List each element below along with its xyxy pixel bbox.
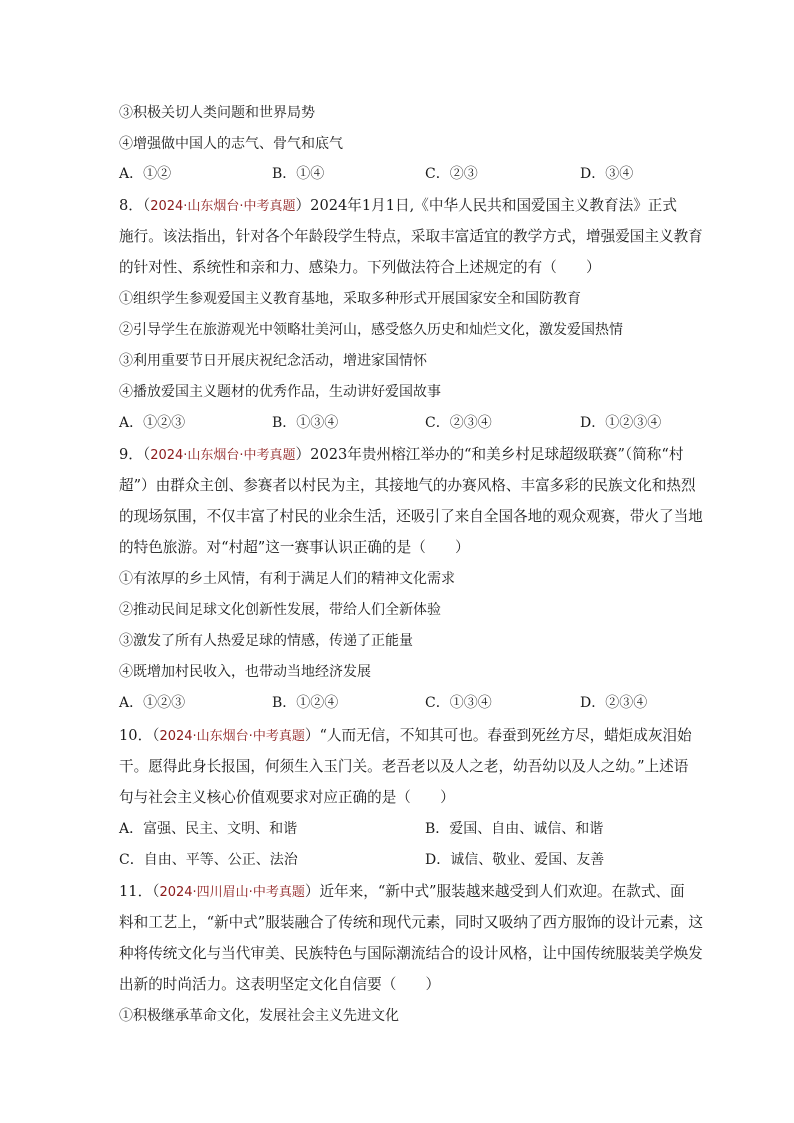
q10-number: 10．（ <box>119 727 160 744</box>
q9-option-d[interactable]: D．②③④ <box>580 695 648 711</box>
q8-stem-line-3: 的针对性、系统性和亲和力、感染力。下列做法符合上述规定的有（ ） <box>119 259 601 276</box>
q11-source-close: ） <box>304 883 320 900</box>
q8-option-d[interactable]: D．①②③④ <box>580 415 662 431</box>
q8-statement-3: ③利用重要节日开展庆祝纪念活动，增进家国情怀 <box>119 353 427 369</box>
q8-stem-text-1: 2024年1月1日,《中华人民共和国爱国主义教育法》正式 <box>310 197 677 214</box>
q8-statement-2: ②引导学生在旅游观光中领略壮美河山，感受悠久历史和灿烂文化，激发爱国热情 <box>119 322 623 338</box>
q10-stem-line-2: 干。愿得此身长报国，何须生入玉门关。老吾老以及人之老，幼吾幼以及人之幼。”上述语 <box>119 758 689 775</box>
q8-statement-4: ④播放爱国主义题材的优秀作品，生动讲好爱国故事 <box>119 384 441 400</box>
q11-source-tag: 2024·四川眉山·中考真题 <box>159 885 305 900</box>
q9-statement-2: ②推动民间足球文化创新性发展，带给人们全新体验 <box>119 602 441 618</box>
q11-stem-line-2: 料和工艺上，“新中式”服装融合了传统和现代元素，同时又吸纳了西方服饰的设计元素，这 <box>119 914 704 931</box>
q9-statement-3: ③激发了所有人热爱足球的情感，传递了正能量 <box>119 633 413 649</box>
q8-option-a[interactable]: A．①②③ <box>119 415 186 431</box>
q7-option-b[interactable]: B．①④ <box>272 166 325 182</box>
q11-stem-line-1 <box>119 882 685 903</box>
q9-statement-4: ④既增加村民收入，也带动当地经济发展 <box>119 664 371 680</box>
q8-number: 8．（ <box>119 197 151 214</box>
q10-source-close: ） <box>304 727 320 744</box>
q8-option-c[interactable]: C．②③④ <box>425 415 492 431</box>
q11-stem-line-4: 出新的时尚活力。这表明坚定文化自信要（ ） <box>119 976 441 993</box>
q9-option-a[interactable]: A．①②③ <box>119 695 186 711</box>
q10-option-a[interactable]: A．富强、民主、文明、和谐 <box>119 821 298 837</box>
q10-stem-line-1 <box>119 726 692 747</box>
q8-source-close: ） <box>295 197 311 214</box>
q9-source-close: ） <box>295 446 311 463</box>
q9-stem-line-1 <box>119 445 684 466</box>
q8-statement-1: ①组织学生参观爱国主义教育基地，采取多种形式开展国家安全和国防教育 <box>119 291 581 307</box>
q10-stem-text-1: “人而无信，不知其可也。春蚕到死丝方尽，蜡炬成灰泪始 <box>319 727 692 744</box>
q9-statement-1: ①有浓厚的乡土风情，有利于满足人们的精神文化需求 <box>119 571 455 587</box>
q9-stem-line-2: 超”）由群众主创、参赛者以村民为主，其接地气的办赛风格、丰富多彩的民族文化和热烈 <box>119 477 696 494</box>
q7-option-d[interactable]: D．③④ <box>580 166 634 182</box>
q11-statement-1: ①积极继承革命文化，发展社会主义先进文化 <box>119 1008 399 1024</box>
q7-statement-4: ④增强做中国人的志气、骨气和底气 <box>119 136 343 152</box>
q9-option-c[interactable]: C．①③④ <box>425 695 492 711</box>
q11-stem-text-1: 近年来，“新中式”服装越来越受到人们欢迎。在款式、面 <box>319 883 685 900</box>
q8-option-b[interactable]: B．①③④ <box>272 415 339 431</box>
q9-source-tag: 2024·山东烟台·中考真题 <box>150 448 296 463</box>
q8-stem-line-1 <box>119 196 679 217</box>
q11-stem-line-3: 种将传统文化与当代审美、民族特色与国际潮流结合的设计风格，让中国传统服装美学焕发 <box>119 945 703 962</box>
q8-stem-line-2: 施行。该法指出，针对各个年龄段学生特点，采取丰富适宜的教学方式，增强爱国主义教育 <box>119 228 703 245</box>
q7-statement-3: ③积极关切人类问题和世界局势 <box>119 105 315 121</box>
q9-stem-text-1: 2023年贵州榕江举办的“和美乡村足球超级联赛”（简称“村 <box>310 446 684 463</box>
q9-stem-line-3: 的现场氛围，不仅丰富了村民的业余生活，还吸引了来自全国各地的观众观赛，带火了当地 <box>119 508 703 525</box>
q10-stem-line-3: 句与社会主义核心价值观要求对应正确的是（ ） <box>119 789 455 806</box>
q10-source-tag: 2024·山东烟台·中考真题 <box>159 729 305 744</box>
q9-number: 9．（ <box>119 446 151 463</box>
q11-number: 11．（ <box>119 883 160 900</box>
q10-option-d[interactable]: D．诚信、敬业、爱国、友善 <box>425 852 605 868</box>
q8-source-tag: 2024·山东烟台·中考真题 <box>150 199 296 214</box>
q9-option-b[interactable]: B．①②④ <box>272 695 339 711</box>
q9-stem-line-4: 的特色旅游。对“村超”这一赛事认识正确的是（ ） <box>119 539 470 556</box>
q10-option-c[interactable]: C．自由、平等、公正、法治 <box>119 852 298 868</box>
q10-option-b[interactable]: B．爱国、自由、诚信、和谐 <box>425 821 604 837</box>
q7-option-c[interactable]: C．②③ <box>425 166 478 182</box>
q7-option-a[interactable]: A．①② <box>119 166 172 182</box>
